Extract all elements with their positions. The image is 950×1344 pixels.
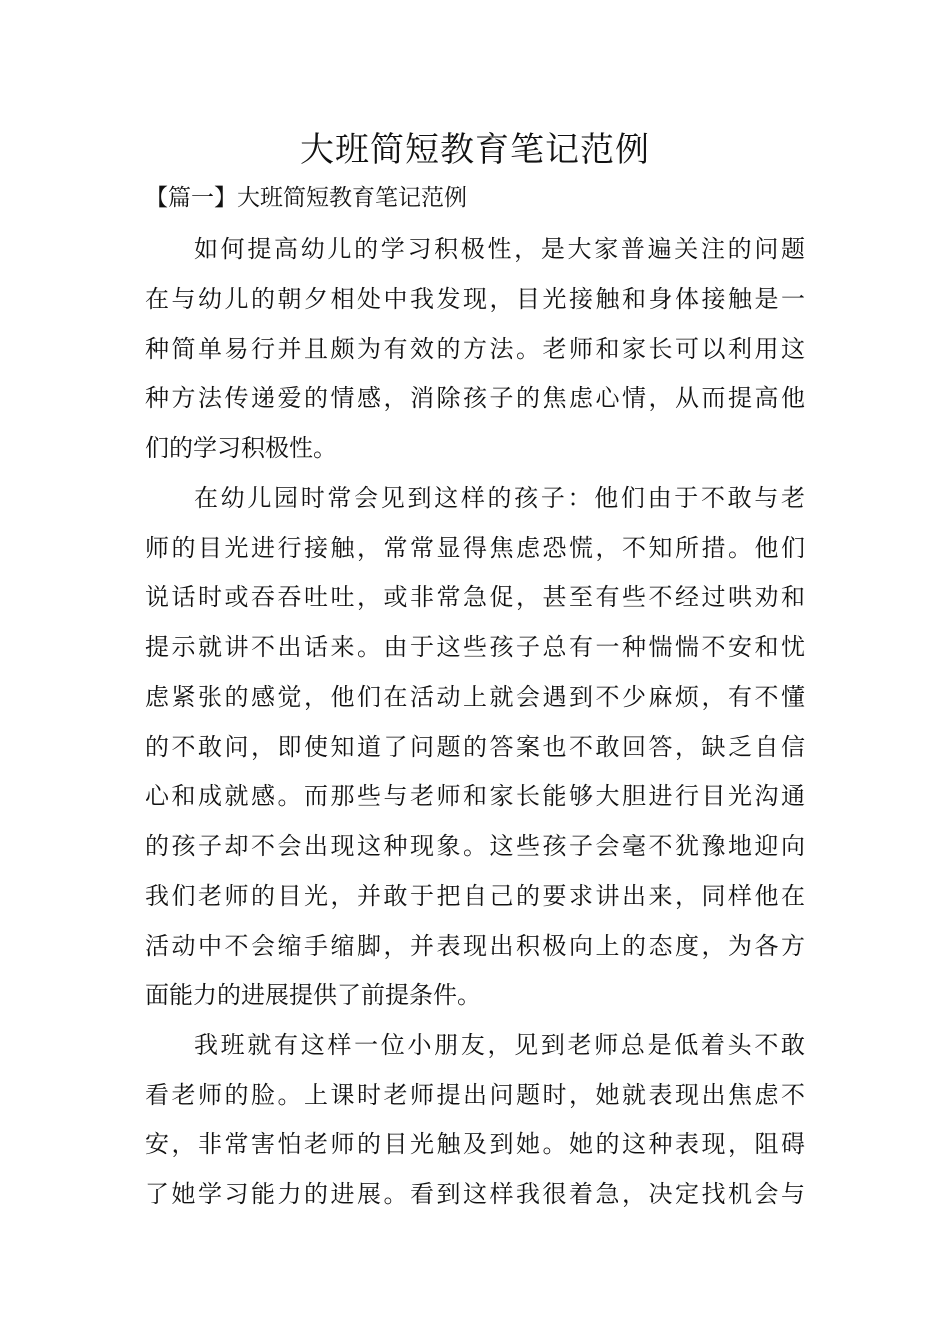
paragraph-line: 心和成就感。而那些与老师和家长能够大胆进行目光沟通 (145, 782, 805, 810)
paragraph-line: 提示就讲不出话来。由于这些孩子总有一种惴惴不安和忧 (145, 633, 805, 661)
paragraph-line: 的孩子却不会出现这种现象。这些孩子会毫不犹豫地迎向 (145, 832, 805, 860)
paragraph-line: 安，非常害怕老师的目光触及到她。她的这种表现，阻碍 (145, 1130, 805, 1158)
paragraph-line: 看老师的脸。上课时老师提出问题时，她就表现出焦虑不 (145, 1081, 805, 1109)
paragraph-line: 在幼儿园时常会见到这样的孩子：他们由于不敢与老 (194, 484, 805, 512)
paragraph-line: 如何提高幼儿的学习积极性，是大家普遍关注的问题 (194, 235, 805, 263)
paragraph-line: 活动中不会缩手缩脚，并表现出积极向上的态度，为各方 (145, 932, 805, 960)
paragraph-line: 种方法传递爱的情感，消除孩子的焦虑心情，从而提高他 (145, 384, 805, 412)
paragraph-line: 面能力的进展提供了前提条件。 (145, 981, 481, 1009)
paragraph-line: 们的学习积极性。 (145, 434, 337, 462)
paragraph-line: 的不敢问，即使知道了问题的答案也不敢回答，缺乏自信 (145, 733, 805, 761)
paragraph-line: 种简单易行并且颇为有效的方法。老师和家长可以利用这 (145, 335, 805, 363)
document-title: 大班简短教育笔记范例 (300, 130, 650, 170)
paragraph-line: 了她学习能力的进展。看到这样我很着急，决定找机会与 (145, 1180, 805, 1208)
paragraph-line: 我班就有这样一位小朋友，见到老师总是低着头不敢 (194, 1031, 805, 1059)
paragraph-line: 虑紧张的感觉，他们在活动上就会遇到不少麻烦，有不懂 (145, 683, 805, 711)
paragraph-line: 师的目光进行接触，常常显得焦虑恐慌，不知所措。他们 (145, 534, 805, 562)
paragraph-line: 我们老师的目光，并敢于把自己的要求讲出来，同样他在 (145, 882, 805, 910)
paragraph-line: 说话时或吞吞吐吐，或非常急促，甚至有些不经过哄劝和 (145, 583, 805, 611)
paragraph-line: 在与幼儿的朝夕相处中我发现，目光接触和身体接触是一 (145, 285, 805, 313)
section-heading: 【篇一】大班简短教育笔记范例 (145, 185, 467, 211)
